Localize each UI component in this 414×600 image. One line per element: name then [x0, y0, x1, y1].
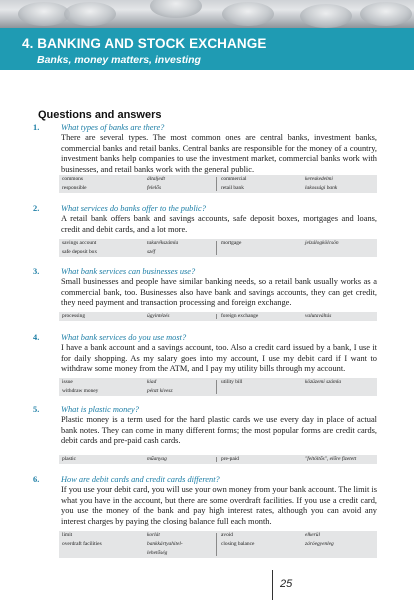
vocab-term: issue: [62, 379, 73, 385]
vocab-row: [59, 239, 377, 248]
vocab-translation: műanyag: [147, 456, 167, 462]
vocab-row: [59, 540, 377, 549]
vocab-row: [59, 387, 377, 396]
vocab-translation: takarékszámla: [147, 240, 179, 246]
answer-text: Small businesses and people have similar banking needs, so a retail bank usually works as a commercial bank, too. Businesses also have bank and savings accounts, they can get credit, they need payment and transaction processing and foreign exchange.: [61, 277, 377, 308]
vocab-translation: valutaváltás: [305, 313, 332, 319]
vocab-row: [59, 248, 377, 257]
question-text: What types of banks are there?: [61, 123, 165, 132]
vocab-translation: pénzt kivesz: [147, 388, 173, 394]
answer-text: If you use your debit card, you will use your own money from your bank account. The limit is what you have in the account, but there are some overdraft facilities. If you use a credit card, you use the money of the bank and pay high interest rates, although you can avoid any interest charges by paying the closing balance full each month.: [61, 485, 377, 526]
vocab-translation: záróegyenleg: [305, 541, 334, 547]
header-coins-photo: [0, 0, 414, 28]
question-text: What bank services do you use most?: [61, 333, 187, 342]
vocab-translation: általjedt: [147, 176, 165, 182]
vocab-translation: lakossági bank: [305, 185, 338, 191]
vocab-term: overdraft facilities: [62, 541, 102, 547]
vocab-translation: korlát: [147, 532, 160, 538]
vocab-term: commons: [62, 176, 83, 182]
vocab-box-5: [59, 455, 377, 464]
question-text: How are debit cards and credit cards different?: [61, 475, 220, 484]
vocab-term: closing balance: [221, 541, 255, 547]
vocab-translation: elkerül: [305, 532, 320, 538]
vocab-term: avoid: [221, 532, 233, 538]
vocab-row: [59, 531, 377, 540]
vocab-row: [59, 455, 377, 464]
vocab-term: foreign exchange: [221, 313, 259, 319]
question-number: 1.: [33, 123, 40, 132]
vocab-translation: jelzálogkölcsön: [305, 240, 339, 246]
question-number: 6.: [33, 475, 40, 484]
vocab-term: withdraw money: [62, 388, 99, 394]
vocab-translation: bankkártyahitel-: [147, 541, 183, 547]
question-number: 3.: [33, 267, 40, 276]
question-text: What is plastic money?: [61, 405, 139, 414]
answer-text: Plastic money is a term used for the hard plastic cards we use every day in place of actual bank notes. They can come in many different forms; the most popular forms are credit cards, debit cards and pre-paid cash cards.: [61, 415, 377, 446]
vocab-term: responsible: [62, 185, 87, 191]
section-heading: Questions and answers: [38, 109, 162, 121]
vocab-translation: kereskedelmi: [305, 176, 333, 182]
vocab-box-1: [59, 175, 377, 193]
question-text: What bank services can businesses use?: [61, 267, 196, 276]
vocab-term: pre-paid: [221, 456, 239, 462]
vocab-term: savings account: [62, 240, 97, 246]
vocab-term: processing: [62, 313, 86, 319]
vocab-term: plastic: [62, 456, 77, 462]
vocab-term: commercial: [221, 176, 247, 182]
question-number: 2.: [33, 204, 40, 213]
vocab-row: [59, 184, 377, 193]
vocab-translation: közüzemi számla: [305, 379, 342, 385]
question-number: 5.: [33, 405, 40, 414]
vocab-term: utility bill: [221, 379, 243, 385]
vocab-term: safe deposit box: [62, 249, 98, 255]
vocab-translation: "feltöltős", előre fizetett: [305, 456, 357, 462]
vocab-box-6: [59, 531, 377, 558]
chapter-title: 4. BANKING AND STOCK EXCHANGE: [22, 36, 267, 51]
vocab-term: mortgage: [221, 240, 242, 246]
vocab-term: limit: [62, 532, 73, 538]
vocab-translation: kiad: [147, 379, 157, 385]
vocab-row: [59, 549, 377, 558]
vocab-translation: lehetőség: [147, 550, 168, 556]
vocab-translation: széf: [147, 249, 156, 255]
question-number: 4.: [33, 333, 40, 342]
vocab-row: [59, 378, 377, 387]
vocab-box-4: [59, 378, 377, 396]
answer-text: There are several types. The most common ones are central banks, investment banks, commercial banks and retail banks. Central banks are responsible for the money of a country, investment banks help companies to use the investment market, commercial banks work with businesses, and retail banks work with the general public.: [61, 133, 377, 174]
answer-text: I have a bank account and a savings account, too. Also a credit card issued by a bank, I use it for daily shopping. As my salary goes into my account, I use my debit card if I want to withdraw some money from the ATM, and I pay my utility bills through my account.: [61, 343, 377, 374]
vocab-translation: ügyintézés: [147, 313, 170, 319]
vocab-box-2: [59, 239, 377, 257]
chapter-subtitle: Banks, money matters, investing: [37, 54, 201, 66]
vocab-row: [59, 175, 377, 184]
page-number-rule: [272, 570, 273, 600]
vocab-translation: felelős: [147, 185, 162, 191]
vocab-box-3: [59, 312, 377, 321]
page-number: 25: [280, 578, 293, 590]
vocab-term: retail bank: [221, 185, 244, 191]
answer-text: A retail bank offers bank and savings accounts, safe deposit boxes, mortgages and loans, credit and debit cards, and a lot more.: [61, 214, 377, 234]
vocab-row: [59, 312, 377, 321]
question-text: What services do banks offer to the public?: [61, 204, 206, 213]
